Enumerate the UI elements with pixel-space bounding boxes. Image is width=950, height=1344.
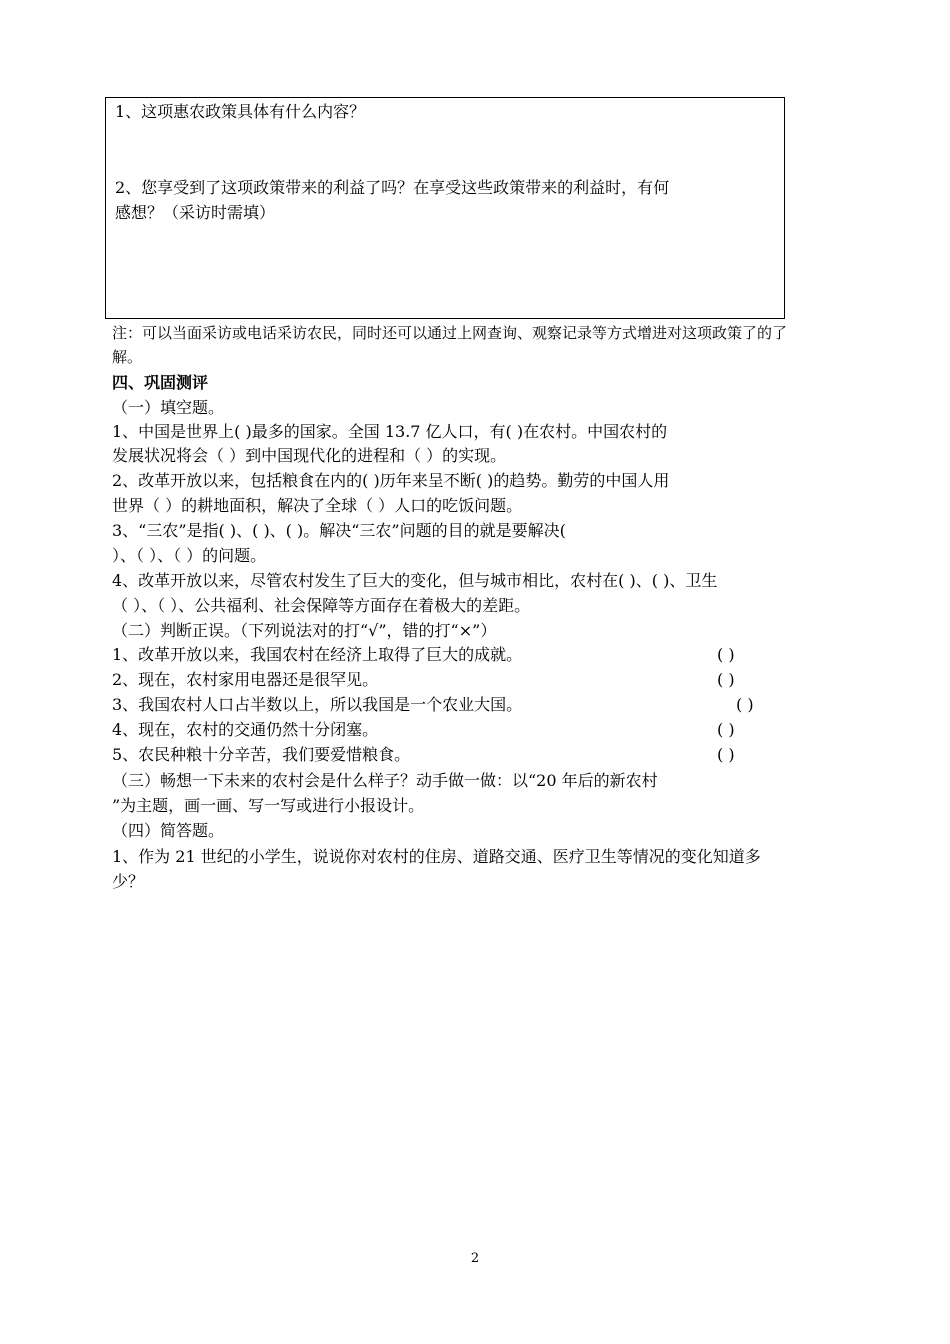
answer-blank: ( ) (717, 670, 735, 689)
interview-question-2-line-1: 2、您享受到了这项政策带来的利益了吗？在享受这些政策带来的利益时，有何 (115, 178, 670, 197)
fill-blank-line: （ ）、（ ）、公共福利、社会保障等方面存在着极大的差距。 (112, 596, 531, 615)
short-answer-question-line-1: 1、作为 21 世纪的小学生，说说你对农村的住房、道路交通、医疗卫生等情况的变化知道多 (112, 847, 761, 866)
note-line-1: 注：可以当面采访或电话采访农民，同时还可以通过上网查询、观察记录等方式增进对这项政策了的了 (112, 324, 788, 342)
interview-question-2-line-2: 感想？（采访时需填） (115, 203, 276, 222)
true-false-item: 2、现在，农村家用电器还是很罕见。 (112, 670, 379, 689)
fill-blank-line: 1、中国是世界上( )最多的国家。全国 13.7 亿人口，有( )在农村。中国农村的 (112, 422, 668, 441)
fill-blank-heading: （一）填空题。 (112, 398, 225, 417)
fill-blank-line: 2、改革开放以来，包括粮食在内的( )历年来呈不断( )的趋势。勤劳的中国人用 (112, 471, 670, 490)
short-answer-heading: （四）简答题。 (112, 821, 225, 840)
imagine-line-1: （三）畅想一下未来的农村会是什么样子？动手做一做：以“20 年后的新农村 (112, 771, 658, 790)
short-answer-question-line-2: 少？ (112, 872, 145, 891)
answer-blank: ( ) (736, 695, 754, 714)
imagine-line-2: ”为主题，画一画、写一写或进行小报设计。 (112, 796, 425, 815)
true-false-item: 4、现在，农村的交通仍然十分闭塞。 (112, 720, 379, 739)
fill-blank-line: 3、“三农”是指( )、( )、( )。解决“三农”问题的目的就是要解决( (112, 521, 566, 540)
true-false-heading: （二）判断正误。（下列说法对的打“√”，错的打“×”） (112, 621, 497, 640)
true-false-item: 1、改革开放以来，我国农村在经济上取得了巨大的成就。 (112, 645, 523, 664)
answer-blank: ( ) (717, 645, 735, 664)
section-title: 四、巩固测评 (112, 373, 209, 392)
fill-blank-line: ）、（ ）、（ ）的问题。 (112, 546, 267, 565)
fill-blank-line: 4、改革开放以来，尽管农村发生了巨大的变化，但与城市相比，农村在( )、( )、卫生 (112, 571, 718, 590)
answer-blank: ( ) (717, 745, 735, 764)
interview-question-1: 1、这项惠农政策具体有什么内容？ (115, 102, 366, 121)
fill-blank-line: 发展状况将会（ ）到中国现代化的进程和（ ）的实现。 (112, 446, 507, 465)
fill-blank-line: 世界（ ）的耕地面积，解决了全球（ ）人口的吃饭问题。 (112, 496, 523, 515)
note-line-2: 解。 (112, 348, 143, 366)
answer-blank: ( ) (717, 720, 735, 739)
true-false-item: 3、我国农村人口占半数以上，所以我国是一个农业大国。 (112, 695, 523, 714)
page-number: 2 (470, 1251, 480, 1266)
true-false-item: 5、农民种粮十分辛苦，我们要爱惜粮食。 (112, 745, 411, 764)
